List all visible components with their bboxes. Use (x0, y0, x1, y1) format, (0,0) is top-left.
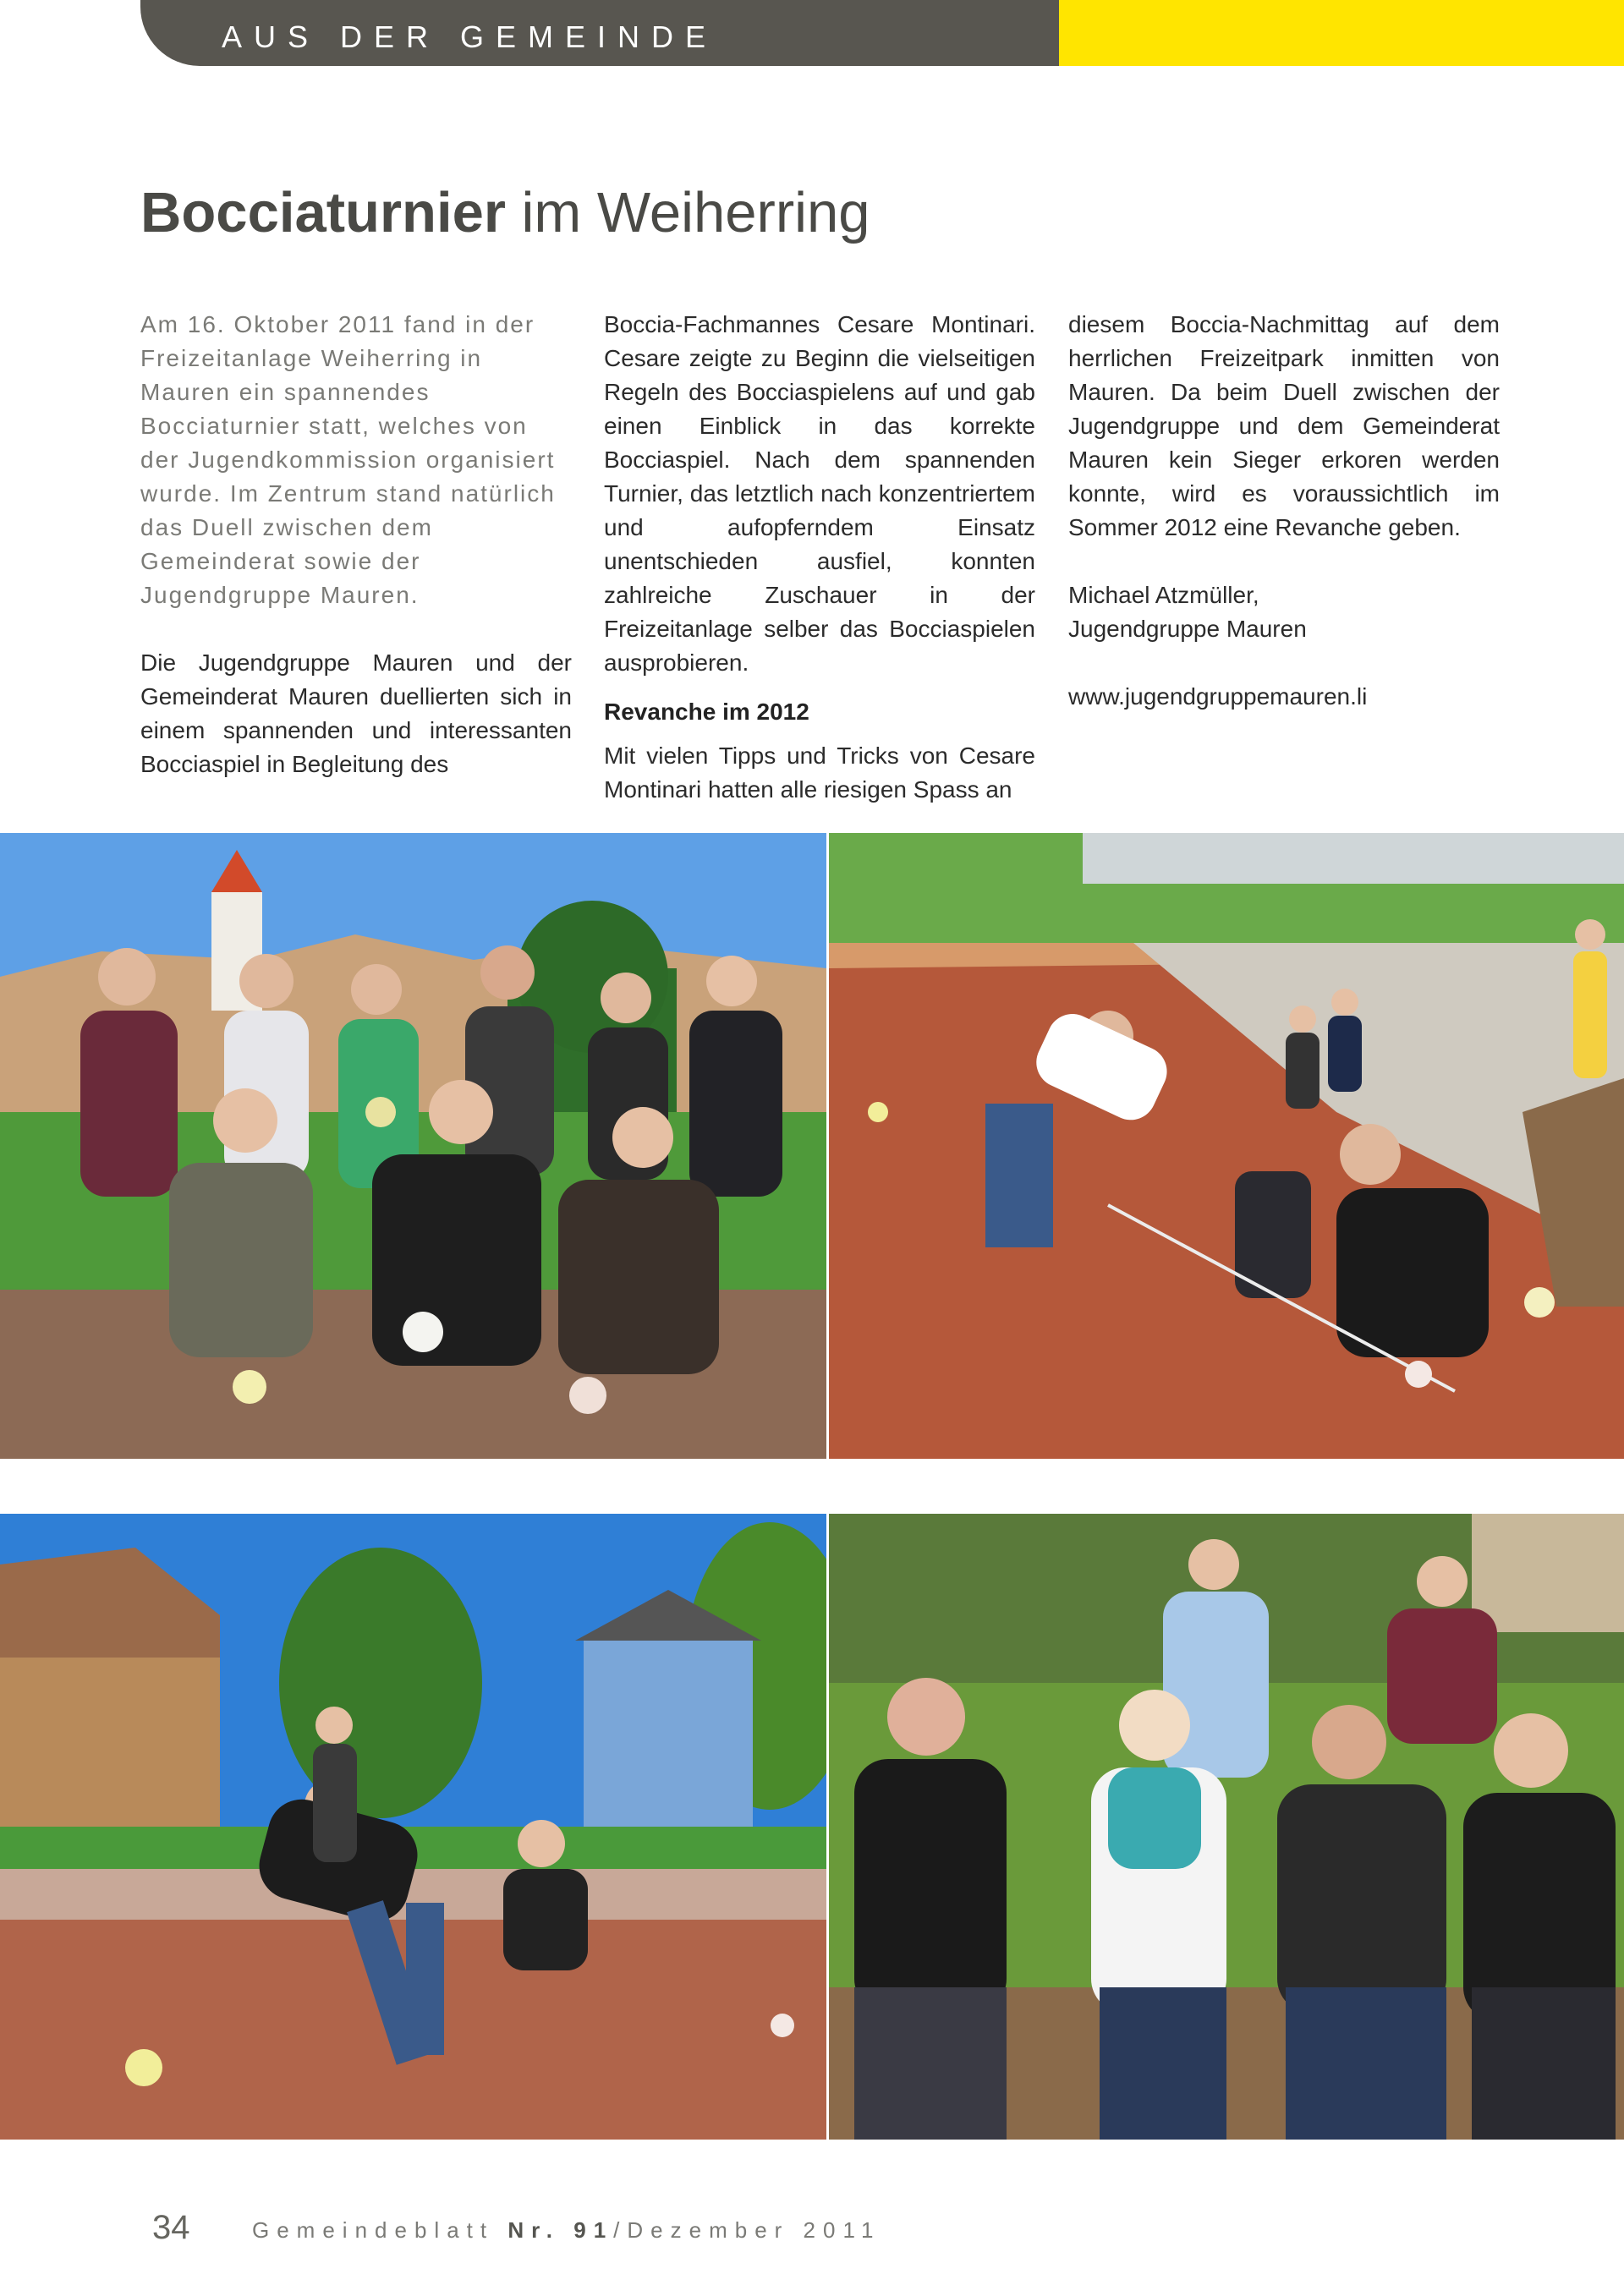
issue-date: /Dezember 2011 (613, 2217, 881, 2243)
article-subheading: Revanche im 2012 (604, 699, 809, 725)
author-name: Michael Atzmüller, (1068, 582, 1259, 608)
article-lead: Am 16. Oktober 2011 fand in der Freizeitanlage Weiherring in Mauren ein spannendes Bocciaturnier statt, welches von der Jugendkommission organisiert wurde. Im Zentrum stand natürlich das Duell zwischen dem Gemeinderat sowie der Jugendgruppe Mauren. (140, 311, 556, 608)
article-column-3 (1068, 308, 1500, 714)
article-title-bold: Bocciaturnier (140, 181, 506, 244)
publication-name: Gemeindeblatt (252, 2217, 508, 2243)
photo-group-portrait (0, 833, 826, 1459)
article-paragraph: diesem Boccia-Nachmittag auf dem herrlichen Freizeitpark inmitten von Mauren. Da beim Duell zwischen der Jugendgruppe und dem Gemeinderat Mauren kein Sieger erkoren werden konnte, wird es voraussichtlich im Sommer 2012 eine Revanche geben. (1068, 311, 1500, 540)
photo-measuring-distance (829, 833, 1624, 1459)
issue-number: Nr. 91 (508, 2217, 614, 2243)
header-accent-bar (1059, 0, 1624, 66)
article-column-2 (604, 308, 1035, 807)
article-paragraph: Boccia-Fachmannes Cesare Montinari. Cesare zeigte zu Beginn die vielseitigen Regeln des Bocciaspielens auf und gab einen Einblick in das korrekte Bocciaspiel. Nach dem spannenden Turnier, das letztlich nach konzentriertem und aufopferndem Einsatz unentschieden ausfiel, konnten zahlreiche Zuschauer in der Freizeitanlage selber das Bocciaspielen ausprobieren. (604, 311, 1035, 676)
website-link[interactable]: www.jugendgruppemauren.li (1068, 683, 1368, 710)
section-header-label: AUS DER GEMEINDE (222, 19, 718, 54)
photo-spectators (829, 1514, 1624, 2140)
article-paragraph: Mit vielen Tipps und Tricks von Cesare Montinari hatten alle riesigen Spass an (604, 743, 1035, 803)
photo-throwing-ball (0, 1514, 826, 2140)
article-paragraph: Die Jugendgruppe Mauren und der Gemeinderat Mauren duellierten sich in einem spannenden und interessanten Bocciaspiel in Begleitung des (140, 649, 572, 777)
article-title (140, 179, 870, 247)
publication-footer (252, 2217, 881, 2243)
author-organization: Jugendgruppe Mauren (1068, 616, 1307, 642)
page-number: 34 (152, 2209, 190, 2246)
article-column-1 (140, 308, 572, 781)
article-title-rest: im Weiherring (505, 181, 870, 244)
